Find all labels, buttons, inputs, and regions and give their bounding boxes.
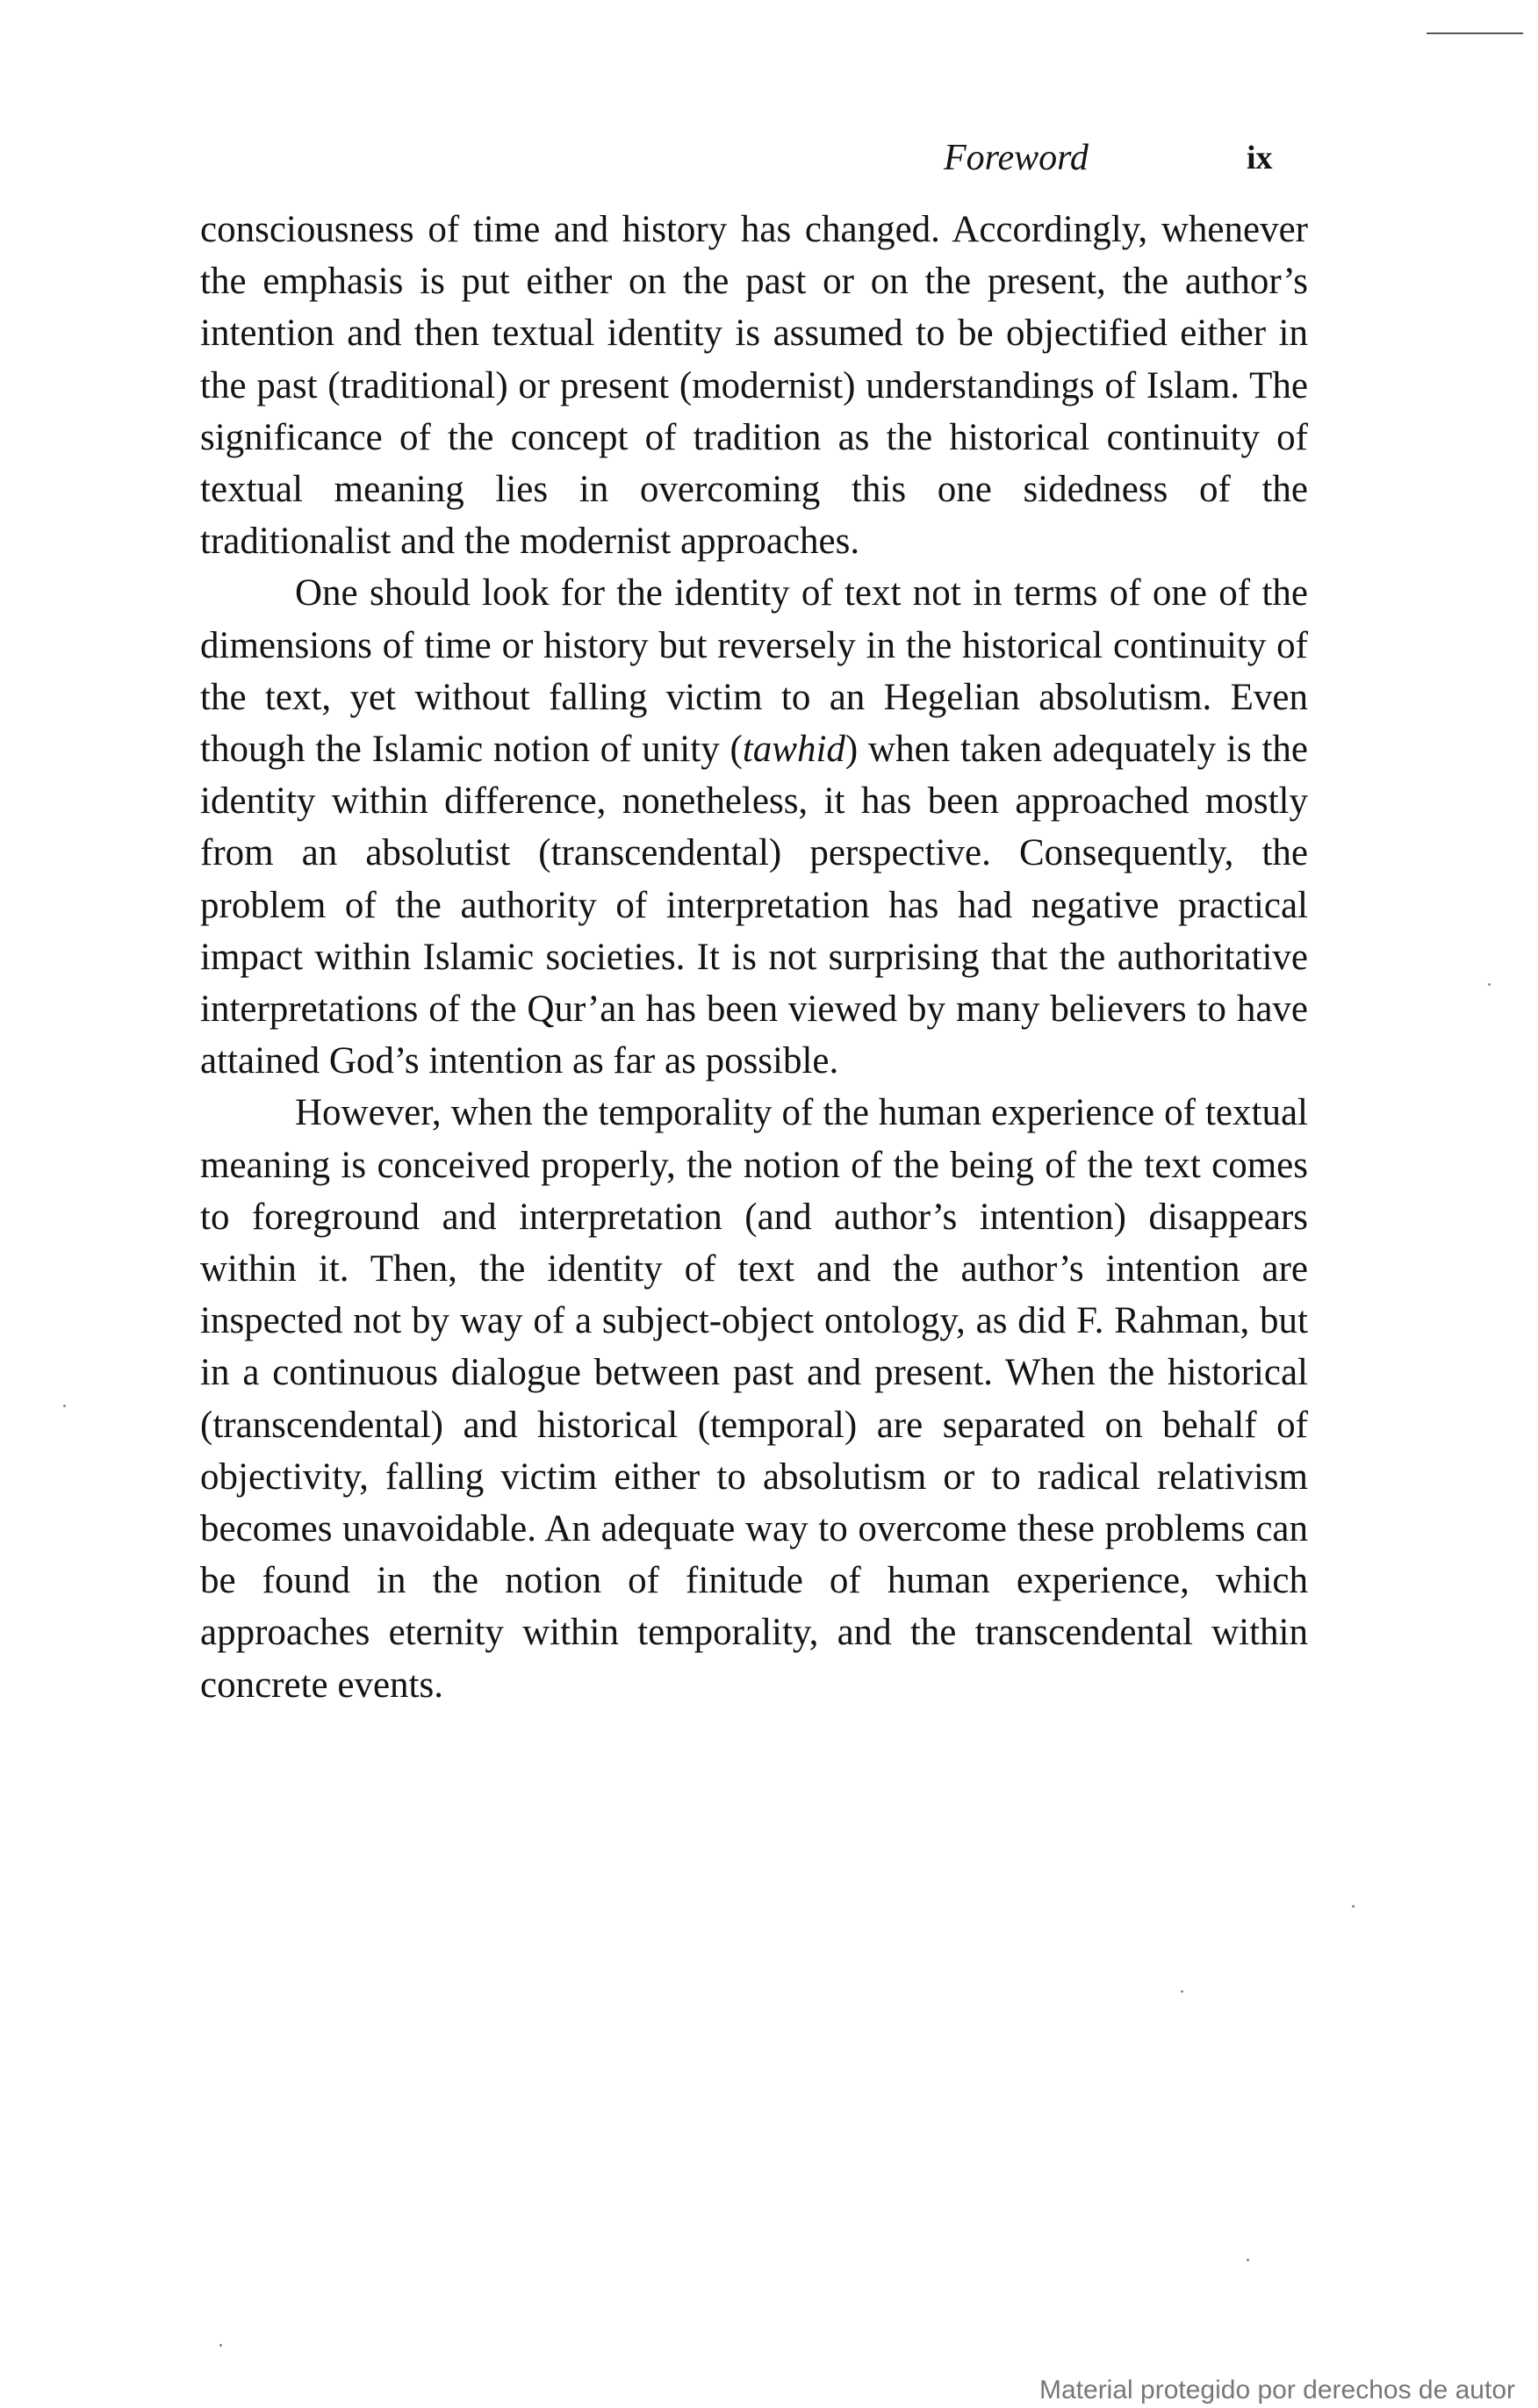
paragraph-2-text-start: One should look for the identity of text not in terms of one of the dimensions of time or history but reversely in the historical continuity of the text, yet without falling victim to an Hegelian absolutism. Even though the Islamic notion of unity ( xyxy=(200,572,1308,771)
scan-speck xyxy=(1352,1905,1355,1908)
running-head xyxy=(944,132,1286,184)
paragraph-1 xyxy=(200,204,1308,567)
paragraph-2-text-end: ) when taken adequately is the identity within difference, nonetheless, it has been approached mostly from an absolutist (transcendental) perspective. Consequently, the problem of the authority of interpretation has had negative practical impact within Islamic societies. It is not surprising that the authoritative interpretations of the Qur’an has been viewed by many believers to have attained God’s intention as far as possible. xyxy=(200,729,1308,1082)
paragraph-3 xyxy=(200,1087,1308,1710)
scan-speck xyxy=(219,2344,222,2347)
running-head-title: Foreword xyxy=(944,138,1089,178)
scan-speck xyxy=(1181,1990,1183,1993)
body-text xyxy=(200,204,1308,1711)
paragraph-1-text: consciousness of time and history has changed. Accordingly, whenever the emphasis is put either on the past or on the present, the author’s intention and then textual identity is assumed to be objectified either in the past (traditional) or present (modernist) understandings of Islam. The significance of the concept of tradition as the historical continuity of textual meaning lies in overcoming this one sidedness of the traditionalist and the modernist approaches. xyxy=(200,209,1308,563)
italic-term-tawhid: tawhid xyxy=(742,729,845,771)
scan-edge-rule xyxy=(1427,32,1523,34)
copyright-watermark: Material protegido por derechos de autor xyxy=(1039,2376,1515,2404)
scan-speck xyxy=(1247,2259,1249,2261)
scan-speck xyxy=(63,1405,66,1407)
page-number: ix xyxy=(1247,140,1273,176)
paragraph-3-text: However, when the temporality of the human experience of textual meaning is conceived properly, the notion of the being of the text comes to foreground and interpretation (and author’s intention) disappears within it. Then, the identity of text and the author’s intention are inspected not by way of a subject-object ontology, as did F. Rahman, but in a continuous dialogue between past and present. When the historical (transcendental) and historical (temporal) are separated on behalf of objectivity, falling victim either to absolutism or to radical relativism becomes unavoidable. An adequate way to overcome these problems can be found in the notion of finitude of human experience, which approaches eternity within temporality, and the transcendental within concrete events. xyxy=(200,1092,1308,1706)
scan-speck xyxy=(1488,983,1491,986)
paragraph-2 xyxy=(200,567,1308,1087)
